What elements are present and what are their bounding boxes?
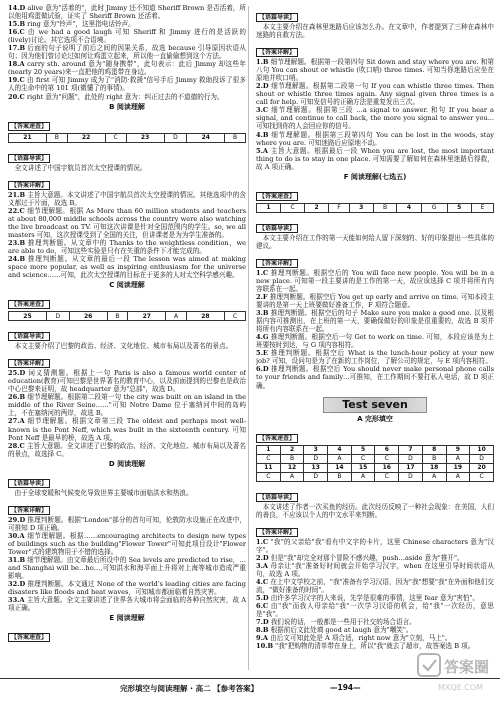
explanation-item bbox=[256, 309, 494, 333]
explanation-item-text: 主旨大意题。本文讲述了中国宇航员首次太空授课的情况。其他选项中的含义都过于片面，故选 B。 bbox=[8, 190, 246, 207]
explanation-item-number: 3.A bbox=[256, 561, 268, 570]
answer-table-f-cell: F bbox=[329, 203, 350, 212]
answer-table-a-cell: 11 bbox=[257, 463, 281, 472]
answer-table-f-cell: 1 bbox=[257, 203, 281, 212]
answer-table-f-cell: B bbox=[373, 203, 397, 212]
answer-table-a-cell: 14 bbox=[328, 463, 352, 472]
watermark-text: 答案圈 bbox=[444, 658, 490, 676]
explanation-item bbox=[8, 393, 246, 417]
answer-table-f-cell: 4 bbox=[397, 203, 421, 212]
explanation-item-number: 31.B bbox=[8, 555, 26, 564]
explanation-item-number: 2.D bbox=[256, 82, 269, 91]
answer-item-text: 由 we had a good laugh 可知 Sheriff 和 Jimmy 进行的是活跃的(lively)讨论。其它选项不合语境。 bbox=[8, 28, 246, 45]
explanation-item-text: 由"我"而我人母亲给"我"一次学习汉语的机会，给"我"一次经历，意思是"我"。 bbox=[256, 602, 494, 619]
answer-table-a-cell: 18 bbox=[422, 463, 446, 472]
explanation-item bbox=[256, 554, 494, 562]
explanation-item bbox=[256, 626, 494, 634]
guide-text-f: 本文主要介绍在工作的第一天能如何给人留下深刻的、好的印象提出一些具体的建议。 bbox=[256, 233, 494, 250]
answer-table-c-cell: D bbox=[46, 312, 69, 321]
answer-table-a-cell: C bbox=[257, 454, 281, 463]
explanation-item bbox=[256, 618, 494, 626]
guide-text-d: 由于全球变暖和气候变化导致世界主要城市面临洪水和热浪。 bbox=[14, 488, 193, 497]
answer-table-b-cell: B bbox=[46, 133, 67, 142]
explanation-item-text: 细节理解题。由文章最后所设中的 Sea levels are predicted to rise，…and Shanghai will be…ho…,可知洪水和海平面上升将对上海等城市造成严重影响。 bbox=[8, 555, 246, 581]
guide-label: 【语篇导读】 bbox=[8, 332, 50, 341]
explanation-item-number: 2.D bbox=[256, 553, 269, 562]
explanation-item-number: 6.D bbox=[256, 365, 269, 374]
explanation-item-text: 细节理解题。根据……encouraging architects to design new types of buildings such as the building"Flower Tower"可知此项目设计"Flower Tower"式的建筑物用于不错的选择。 bbox=[8, 531, 246, 556]
guide-text-c: 本文主要介绍了巴黎的政治、经济、文化地位、城市布局以及著名的景点。 bbox=[14, 342, 233, 351]
explanation-item bbox=[256, 578, 494, 594]
explanation-item-text: 推理判断题。从文章的最后一段 The lesson was aimed at making space more popular, as well as inspiring enthusiasm for the universe and science……可知，此次太空授课的目标在于更多的人对太空科学感兴趣。 bbox=[8, 254, 246, 280]
answer-table-a-cell: 19 bbox=[446, 463, 470, 472]
explanation-item-number: 10.B bbox=[256, 642, 274, 651]
section-title-a: A 完形填空 bbox=[357, 414, 393, 423]
answer-item-text: right 意为"问题"，此处的 right 意为：纠正过去的不道德的行为。 bbox=[26, 92, 224, 101]
answer-table-a-cell: A bbox=[422, 472, 446, 481]
answer-table-a-cell: 4 bbox=[328, 445, 352, 454]
explanation-item bbox=[256, 58, 494, 82]
explanation-item-text: 主旨大意题。全文主要讲述了世界各大城市将会面临的各种自然灾害，故 A 项正确。 bbox=[8, 596, 246, 613]
explanation-item-number: 4.B bbox=[256, 130, 269, 139]
explanation-item bbox=[8, 516, 246, 532]
explanation-item-number: 23.B bbox=[8, 238, 26, 247]
answer-table-a-cell: A bbox=[280, 472, 304, 481]
guide-text-a: 本文讲述了作者一次买鱼的经历。此次经历反映了一种社会现象：在美国，人们的善良，不应该以个人的中文水平来判断。 bbox=[256, 502, 494, 519]
answer-table-a-cell: 7 bbox=[399, 445, 423, 454]
answer-table-a-cell: D bbox=[399, 454, 423, 463]
answer-table-a-cell: 8 bbox=[422, 445, 446, 454]
explanation-item-number: 29.D bbox=[8, 515, 26, 524]
answer-table-a-cell: 3 bbox=[304, 445, 328, 454]
detail-label: 【答案详解】 bbox=[256, 259, 298, 268]
answer-quick-label: 【答案速查】 bbox=[256, 192, 298, 201]
explanation-item bbox=[256, 82, 494, 106]
answer-table-b bbox=[8, 133, 246, 143]
guide-label: 【语篇导读】 bbox=[256, 224, 298, 233]
detail-label: 【答案详解】 bbox=[8, 506, 50, 515]
explanation-item bbox=[256, 349, 494, 365]
explanation-item-text: 推理判断题。根据空后 What is the lunch-hour policy at your new job? 可知，设问句是为了在新的工作岗位，了解公司的规定，与 E 项内容相符。 bbox=[256, 349, 494, 366]
guide-label: 【语篇导读】 bbox=[8, 154, 50, 163]
answer-item-number: 15.B bbox=[8, 20, 26, 29]
answer-item-text: 由 first 可知 Jimmy 成为了"消防·救援"信号手后 Jimmy 救助投诉了很多人的生命中的第 101 项(微懂了的事情)。 bbox=[8, 76, 246, 93]
answer-table-a-cell: C bbox=[375, 454, 399, 463]
answer-item-text: ring 意为"铃声"，这里指电话铃声。 bbox=[27, 20, 135, 29]
answer-table-c-cell: B bbox=[107, 312, 128, 321]
answer-table-a-cell: 6 bbox=[375, 445, 399, 454]
answer-table-f-cell: 2 bbox=[305, 203, 329, 212]
explanation-item-text: 根据前后文此处填 good at laugh 意为"嘲笑"。 bbox=[270, 626, 413, 635]
section-title-b: B 阅读理解 bbox=[109, 102, 145, 111]
explanation-item-text: 我们说的话，一般都是一些用于社交的场合语言。 bbox=[270, 618, 416, 627]
answer-table-c-cell: 26 bbox=[69, 312, 107, 321]
right-column bbox=[256, 4, 494, 674]
answer-table-a-cell: A bbox=[446, 472, 470, 481]
answer-item-number: 18.A bbox=[8, 60, 25, 69]
explanation-item-number: 21.B bbox=[8, 190, 26, 199]
explanation-item-text: "我"的父亲给"我"看有中文字的卡片，这里 Chinese characters 意为"汉字"。 bbox=[256, 537, 494, 554]
explanation-item-number: 27.A bbox=[8, 417, 25, 426]
test-title bbox=[256, 393, 494, 413]
answer-item bbox=[8, 4, 246, 20]
answer-table-b-cell: 22 bbox=[67, 133, 105, 142]
answer-quick-label: 【答案速查】 bbox=[8, 300, 50, 309]
guide-text-b: 全文讲述了中国宇航员首次太空授课的情况。 bbox=[14, 163, 147, 172]
explanation-item bbox=[256, 269, 494, 293]
answer-table-b-cell: 24 bbox=[187, 133, 225, 142]
answer-table-a-cell: 16 bbox=[375, 463, 399, 472]
explanation-item-number: 33.A bbox=[8, 596, 25, 605]
explanation-item-text: 推理判断题。根据空后一句 Get to work on time. 可知，本段应该是为上班要按时到达，与 G 项内容相符。 bbox=[256, 333, 494, 350]
answer-table-a-cell: C bbox=[257, 472, 281, 481]
explanation-item-text: 推理判断题。根据空后 You get up early and arrive on time. 可知本段主要讲的是第一天上班要做好准备工作，F 项符合题意。 bbox=[256, 292, 494, 310]
answer-table-a-cell: A bbox=[328, 454, 352, 463]
answer-item bbox=[8, 20, 246, 28]
answer-item bbox=[8, 93, 246, 101]
explanation-item-number: 3.C bbox=[256, 106, 269, 115]
explanation-item bbox=[8, 556, 246, 580]
guide-label: 【语篇导读】 bbox=[8, 479, 50, 488]
answer-table-f-cell: G bbox=[421, 203, 447, 212]
explanation-item bbox=[8, 532, 246, 556]
explanation-item-text: 推理判断题。根据空后 You should never make personal phone calls to your friends and family…可推知，在工作期间不要打私人电话，故 D 项正确。 bbox=[256, 365, 494, 390]
detail-label: 【答案详解】 bbox=[8, 359, 50, 368]
answer-table-c-cell: 27 bbox=[128, 312, 166, 321]
answer-table-a-cell: 12 bbox=[280, 463, 304, 472]
section-title-d: D 阅读理解 bbox=[108, 459, 146, 468]
explanation-item-number: 22.C bbox=[8, 206, 25, 215]
answer-item-number: 14.D bbox=[8, 4, 26, 12]
explanation-item bbox=[8, 255, 246, 279]
answer-item bbox=[8, 44, 246, 60]
answer-table-a-cell: A bbox=[351, 472, 375, 481]
answer-table-a-cell: D bbox=[304, 454, 328, 463]
explanation-item-number: 30.A bbox=[8, 531, 25, 540]
explanation-item-number: 9.A bbox=[256, 634, 268, 643]
answer-item-number: 20.C bbox=[8, 92, 25, 101]
answer-table-f-cell: E bbox=[471, 203, 493, 212]
answer-item-text: 后面的句子说明了前后之间的因果关系，故选 because 引导原因状语从句；因为他们曾讨论过如何让鸡蛋立起来，所以他一直偷偷想到这个方法。 bbox=[8, 44, 246, 61]
left-column bbox=[8, 4, 246, 674]
guide-label: 【语篇导读】 bbox=[256, 13, 298, 22]
explanation-item bbox=[256, 147, 494, 171]
answer-quick-label: 【答案速查】 bbox=[256, 434, 298, 443]
explanation-item bbox=[8, 207, 246, 239]
answer-table-a-cell: C bbox=[351, 454, 375, 463]
answer-table-a-cell: 17 bbox=[399, 463, 423, 472]
answer-table-a-cell: A bbox=[446, 454, 470, 463]
explanation-item-text: 细节理解题。根据 As More than 60 million students and teachers at about 80,000 middle schools across the country were also watching the live broadcast on TV. 可知这次讲课是针对全国范围内的学生。so, we all masters 可知，这次授课受到了全国的关注，但讲课者是为为学生准备的。 bbox=[8, 206, 246, 239]
explanation-item-number: 2.F bbox=[256, 292, 268, 301]
explanation-item-text: 细节理解题。根据第三段第四句 You can be lost in the woods, stay where you are. 可知迷路后应原地不动。 bbox=[256, 130, 494, 147]
answer-table-b-cell: C bbox=[105, 133, 126, 142]
explanation-item-number: 1.C bbox=[256, 268, 269, 277]
explanation-item bbox=[8, 239, 246, 255]
explanation-item bbox=[256, 562, 494, 578]
explanation-item-text: 在上中文学校之前，"我"准备有学习汉语，因为"我"想要"我"在外面和他们交流，"做好准备的时间"。 bbox=[256, 577, 494, 594]
explanation-item-number: 1.B bbox=[256, 58, 269, 67]
explanation-item bbox=[8, 191, 246, 207]
answer-table-b-cell: D bbox=[164, 133, 187, 142]
explanation-item-number: 28.C bbox=[8, 441, 25, 450]
answer-table-c-cell: 28 bbox=[186, 312, 224, 321]
explanation-item-number: 24.B bbox=[8, 254, 26, 263]
explanation-item-number: 1.C bbox=[256, 537, 269, 546]
watermark-logo-icon bbox=[416, 650, 496, 698]
answer-item-number: 16.C bbox=[8, 28, 25, 37]
explanation-item-text: 细节理解题。根据第二段第一句 the city was built on an island in the middle of the River Seine……"可知 Notre Dame 位于塞纳河中间的岛屿上，不在塞纳河的两岸，故选 B。 bbox=[8, 393, 246, 418]
answer-table-a-cell: B bbox=[328, 472, 352, 481]
answer-table-a-cell: B bbox=[422, 454, 446, 463]
explanation-item-text: 由后文可知此处是 A 项合适，right now 意为"立刻，马上"。 bbox=[270, 634, 452, 643]
explanation-item-text: 推理判断题。根据空后的 You will face new people. You will be in a new place. 可知第一段主要讲的是工作的第一天，故应该选择 C 项并将所有内容联系在一起。 bbox=[256, 268, 494, 293]
footer-title: 完形填空与阅读理解 · 高二 【参考答案】 bbox=[120, 684, 259, 693]
answer-table-a-cell: 2 bbox=[280, 445, 304, 454]
answer-table-b-cell: B bbox=[225, 133, 246, 142]
explanation-item bbox=[8, 580, 246, 596]
explanation-item bbox=[8, 442, 246, 458]
answer-table-a-cell: 1 bbox=[257, 445, 281, 454]
answer-table-a-cell: D bbox=[399, 472, 423, 481]
answer-item-text: carry sth. around 意为"随身携带"，此句表示：此后 Jimmy 却这些年(nearly 20 years)来一直把他的鸡蛋带在身边。 bbox=[8, 60, 246, 77]
answer-table-a-cell: C bbox=[375, 472, 399, 481]
explanation-item-number: 5.E bbox=[256, 349, 268, 358]
answer-table-a-cell: 10 bbox=[470, 445, 494, 454]
explanation-item bbox=[256, 538, 494, 554]
answer-table-a-cell: C bbox=[470, 472, 494, 481]
guide-text-e: 本文主要介绍在森林里迷路后应该怎么办。在文章中，作者提到了三种在森林中迷路的自救方法。 bbox=[256, 23, 494, 40]
answer-table-a-cell: D bbox=[470, 454, 494, 463]
section-title-e: E 阅读理解 bbox=[109, 614, 145, 623]
guide-label: 【语篇导读】 bbox=[256, 493, 298, 502]
explanation-item-number: 4.G bbox=[256, 333, 269, 342]
answer-table-f-cell: 3 bbox=[349, 203, 373, 212]
answer-table-b-cell: 23 bbox=[126, 133, 164, 142]
explanation-item-number: 4.C bbox=[256, 577, 269, 586]
explanation-item-text: 推理判断题。从文章中的 Thanks to the weightless condition，we are able to do，可知这些实验是只有在失重的条件下才能完成的。 bbox=[8, 238, 246, 255]
explanation-item bbox=[8, 369, 246, 393]
answer-table-c-cell: C bbox=[224, 312, 245, 321]
explanation-item bbox=[256, 594, 494, 602]
explanation-item-number: 32.D bbox=[8, 580, 26, 589]
answer-quick-label: 【答案速查】 bbox=[8, 633, 50, 642]
explanation-item-text: 但是"我"却完全对那个冒险不感兴趣，push…aside 意为"推开"。 bbox=[270, 553, 464, 562]
explanation-item-number: 5.D bbox=[256, 593, 269, 602]
answer-table-b-cell: 21 bbox=[9, 133, 47, 142]
explanation-item-number: 8.B bbox=[256, 626, 269, 635]
answer-table-f-cell: C bbox=[281, 203, 305, 212]
section-title-f: F 阅读理解(七选五) bbox=[343, 172, 407, 181]
explanation-item-text: 推理判断题。根据"London"部分的首句可知，伦敦防水设施正在改进中，可推知 D 项正确。 bbox=[8, 515, 246, 532]
answer-table-c bbox=[8, 311, 246, 321]
explanation-item-number: 6.C bbox=[256, 602, 269, 611]
explanation-item-text: 由许多学习汉字的人来说，先学是很难的事情，这里 fear 意为"害怕"。 bbox=[270, 593, 480, 602]
answer-table-a-cell: D bbox=[304, 472, 328, 481]
answer-table-f-cell: 5 bbox=[447, 203, 471, 212]
explanation-item-text: 细节理解题。根据文章第三段 The oldest and perhaps most well-known is the Pont Neff, which was built in the sixteenth century. 可知 Pont Neff 是最早的桥，故选 A 项。 bbox=[8, 417, 246, 442]
section-title-c: C 阅读理解 bbox=[109, 281, 145, 290]
detail-label: 【答案详解】 bbox=[256, 528, 298, 537]
test-title-text: Test seven bbox=[323, 397, 427, 413]
svg-text:MXQE.COM: MXQE.COM bbox=[438, 683, 484, 692]
explanation-item bbox=[256, 602, 494, 618]
explanation-item bbox=[256, 131, 494, 147]
explanation-item-text: 细节理解题。根据第二段第一句 If you can whistle three times. Then shout or whistle three times again. Any signal given three times is a call for help. 可知发信号的正确方法是重复发出三次。 bbox=[256, 82, 494, 107]
explanation-item bbox=[256, 293, 494, 309]
explanation-item-number: 26.B bbox=[8, 393, 26, 402]
answer-table-c-cell: A bbox=[166, 312, 187, 321]
explanation-item-text: 词义猜测题。根据上一句 Paris is also a famous world center of education(教育)可知巴黎是世界著名的教育中心，以及前面提到的巴黎也是政治中心巴黎来证明，故 headquarter 意为"总部"，故选 D。 bbox=[8, 369, 246, 394]
detail-label: 【答案详解】 bbox=[8, 181, 50, 190]
answer-table-c-cell: 25 bbox=[9, 312, 47, 321]
explanation-item-text: 主旨大意题。根据最后一段 When you are lost, the most important thing to do is to stay in one place. 可知需要了解如何在森林里迷路后得救，故 A 项正确。 bbox=[256, 146, 494, 171]
explanation-item bbox=[256, 365, 494, 389]
answer-table-a-cell: 20 bbox=[470, 463, 494, 472]
explanation-item-number: 3.B bbox=[256, 309, 269, 318]
answer-item bbox=[8, 76, 246, 92]
explanation-item-text: 细节理解题。根据第三段 …a signal to answer. 和句 If you hear a signal, and continue to call back, the more you signal to answer you... 可知找到你的人会回应你的信号。 bbox=[256, 106, 494, 131]
explanation-item-text: 推理判断题。本文通过 None of the world's leading cities are facing disasters like floods and heat waves，可知城市都面临着自然灾害。 bbox=[8, 580, 246, 597]
explanation-item bbox=[256, 333, 494, 349]
answer-table-a bbox=[256, 445, 494, 482]
explanation-item-text: 主旨大意题。全文讲述了巴黎的政治、经济、文化地位、城市布局以及著名的景点，故选择 C。 bbox=[8, 441, 246, 458]
answer-item-number: 19.C bbox=[8, 76, 25, 85]
explanation-item-text: 推理判断题。根据空后的句子 Make sure you make a good one. 以及根据内容可推测出，在上班的第一天，要确保做好的印象是很重要的，故选 B 项并将所有内容联系在一起。 bbox=[256, 309, 494, 334]
answer-table-a-cell: 13 bbox=[304, 463, 328, 472]
answer-table-a-cell: 5 bbox=[351, 445, 375, 454]
explanation-item-text: 母亲让"我"准备好时间就会开始学习汉字，when 在这里引导时间状语从句，故选 A 项。 bbox=[256, 561, 494, 578]
answer-table-a-cell: 15 bbox=[351, 463, 375, 472]
answer-table-f bbox=[256, 203, 494, 213]
answer-item bbox=[8, 60, 246, 76]
explanation-item-number: 5.A bbox=[256, 146, 268, 155]
explanation-item bbox=[8, 417, 246, 441]
page-number: —194— bbox=[330, 683, 361, 692]
column-divider bbox=[248, 6, 249, 670]
explanation-item bbox=[256, 106, 494, 130]
explanation-item-text: 细节理解题。根据第一段第四句 Sit down and stay where you are. 和第八句 You can shout or whistle (吹口哨) three times. 可知当你迷路后应坐在原地并吹口哨。 bbox=[256, 58, 494, 83]
explanation-item-number: 25.D bbox=[8, 369, 26, 378]
explanation-item bbox=[8, 596, 246, 612]
answer-item bbox=[8, 28, 246, 44]
explanation-item-text: "我"把购物的清单带在身上，所以"我"就去了超市，故答案选 B 项。 bbox=[275, 642, 475, 651]
detail-label: 【答案详解】 bbox=[256, 48, 298, 57]
answer-table-a-cell: B bbox=[280, 454, 304, 463]
answer-quick-label: 【答案速查】 bbox=[8, 122, 50, 131]
answer-table-a-cell: 9 bbox=[446, 445, 470, 454]
explanation-item-number: 7.D bbox=[256, 618, 269, 627]
answer-item-number: 17.B bbox=[8, 44, 26, 53]
answer-item-text: alive 意为"活着的"，此时 Jimmy 还不知道 Sheriff Brown 是否活着，所以他用鸡蛋做试验，证实了 Sheriff Brown 还活着。 bbox=[8, 4, 246, 21]
